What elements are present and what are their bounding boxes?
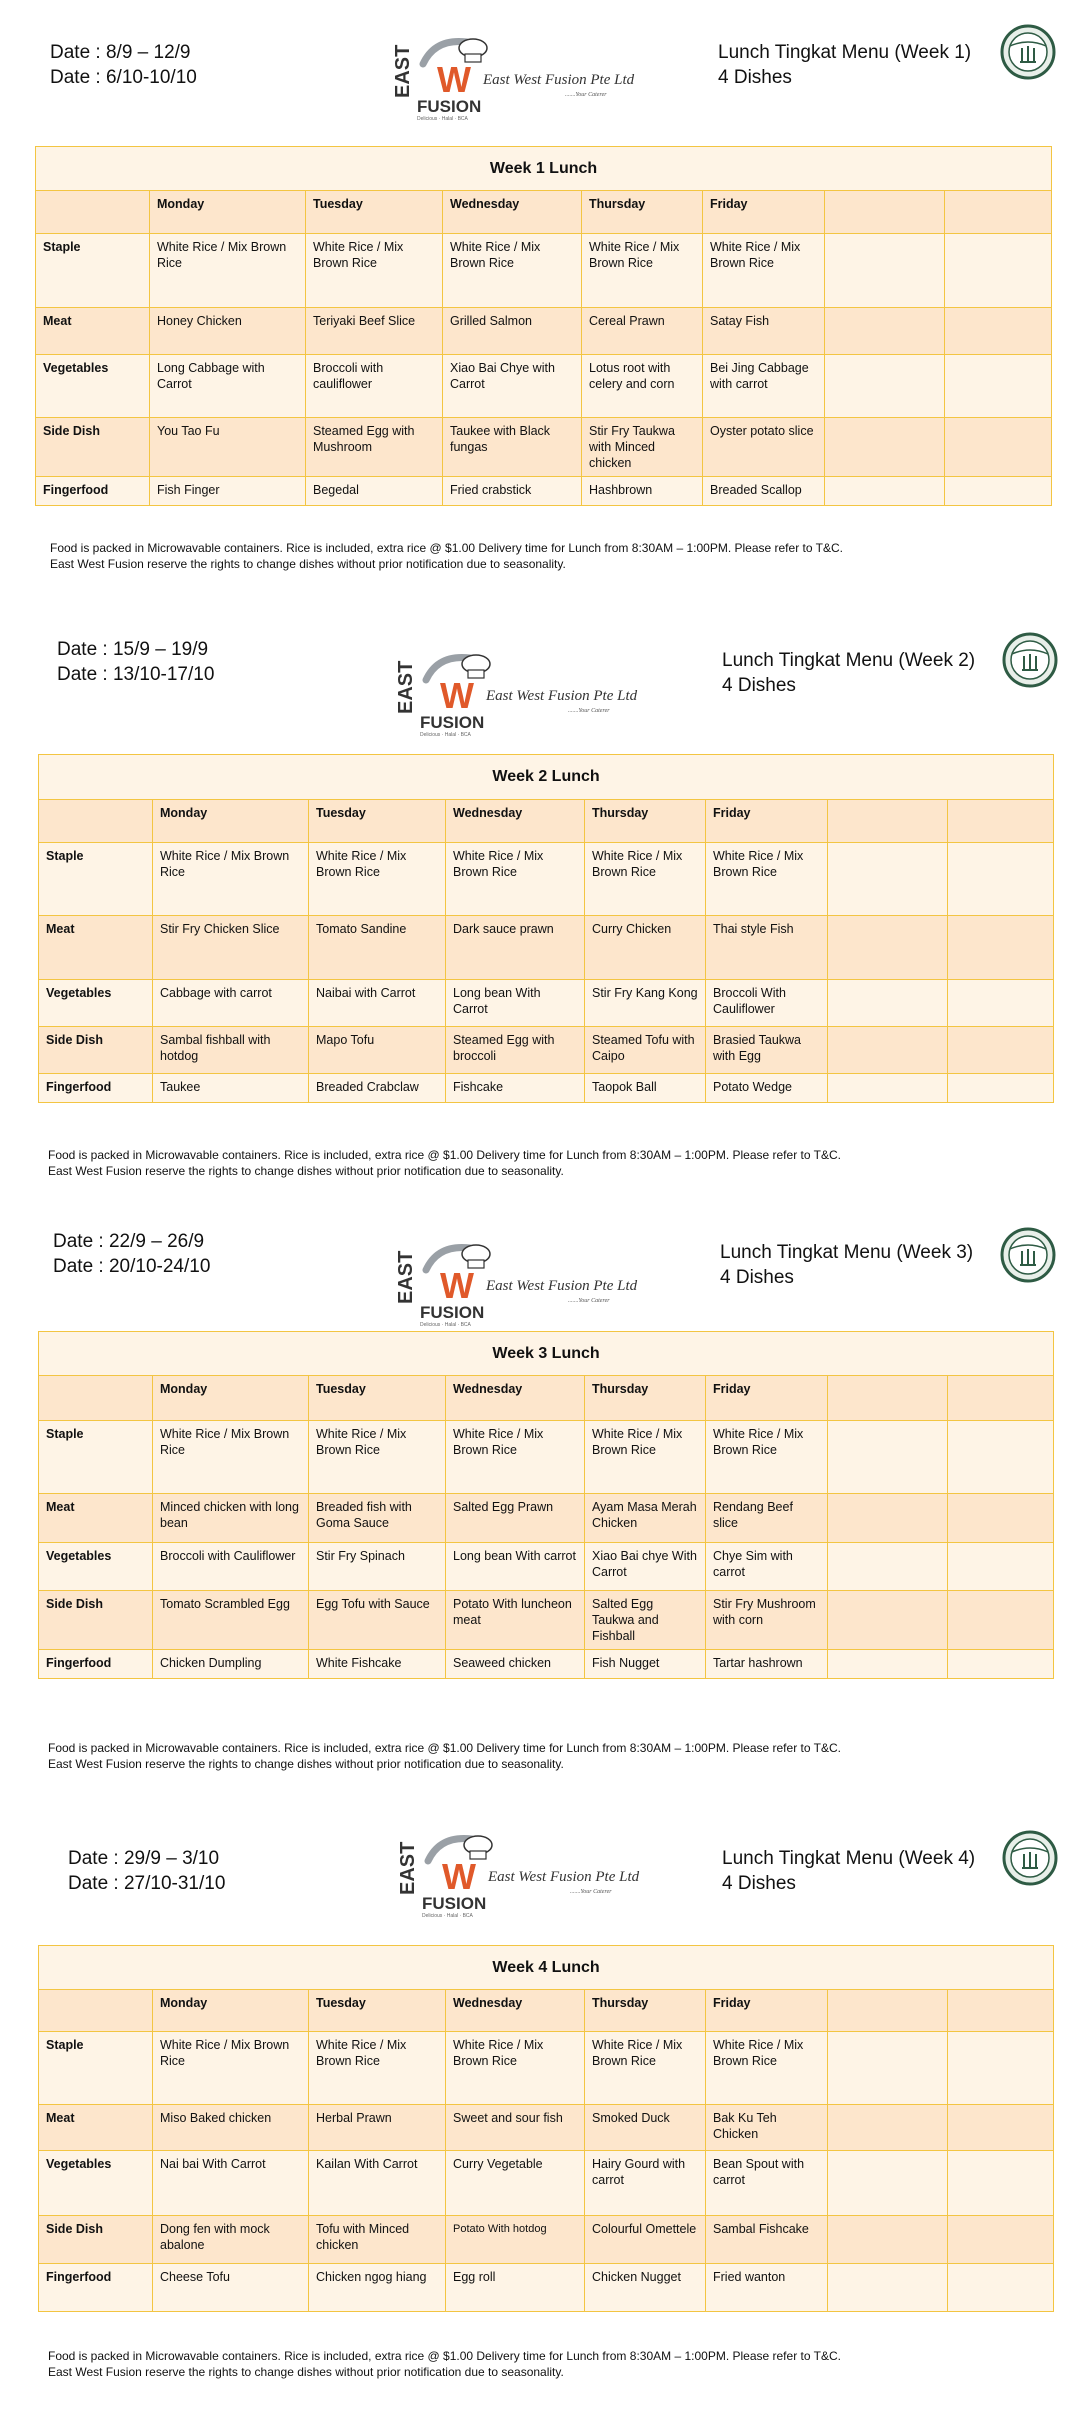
empty-cell: [828, 1650, 948, 1679]
row-label: Fingerfood: [39, 2264, 153, 2312]
dish-cell: Fried crabstick: [443, 477, 582, 506]
dish-cell: Broccoli with Cauliflower: [153, 1543, 309, 1591]
dish-cell: Salted Egg Prawn: [446, 1494, 585, 1543]
menu-title: [722, 1846, 975, 1896]
day-header: Wednesday: [446, 1990, 585, 2032]
dish-cell: Cabbage with carrot: [153, 980, 309, 1027]
dish-cell: Rendang Beef slice: [706, 1494, 828, 1543]
empty-cell: [945, 418, 1052, 477]
header-corner: [39, 1376, 153, 1421]
table-row: [39, 1543, 1054, 1591]
table-row: [39, 2216, 1054, 2264]
dish-cell: White Rice / Mix Brown Rice: [582, 234, 703, 308]
svg-text:Delicious · Halal · BCA: Delicious · Halal · BCA: [417, 116, 468, 122]
dish-cell: Ayam Masa Merah Chicken: [585, 1494, 706, 1543]
svg-text:W: W: [442, 1856, 476, 1897]
empty-header-cell: [948, 1376, 1054, 1421]
row-label: Vegetables: [39, 980, 153, 1027]
delivery-note: Food is packed in Microwavable containers. Rice is included, extra rice @ $1.00 Delivery time for Lunch from 8:30AM – 1:00PM. Please refer to T&C.: [50, 541, 843, 555]
row-label: Vegetables: [39, 1543, 153, 1591]
dish-cell: Stir Fry Taukwa with Minced chicken: [582, 418, 703, 477]
dish-cell: You Tao Fu: [150, 418, 306, 477]
dish-cell: Brasied Taukwa with Egg: [706, 1027, 828, 1074]
dish-cell: White Rice / Mix Brown Rice: [706, 2032, 828, 2105]
row-label: Staple: [36, 234, 150, 308]
svg-text:FUSION: FUSION: [422, 1894, 487, 1913]
terms-note: [48, 2348, 841, 2380]
empty-cell: [948, 2216, 1054, 2264]
dish-cell: Tomato Scrambled Egg: [153, 1591, 309, 1650]
dish-cell: Fish Finger: [150, 477, 306, 506]
dish-cell: Egg roll: [446, 2264, 585, 2312]
dish-cell: Chicken Nugget: [585, 2264, 706, 2312]
empty-cell: [945, 308, 1052, 355]
day-header-row: [39, 1376, 1054, 1421]
row-label: Meat: [39, 916, 153, 980]
svg-text:.......Your Caterer: .......Your Caterer: [568, 1298, 610, 1304]
dish-cell: Naibai with Carrot: [309, 980, 446, 1027]
empty-cell: [828, 2105, 948, 2151]
row-label: Meat: [39, 1494, 153, 1543]
svg-text:FUSION: FUSION: [420, 1303, 485, 1322]
header-corner: [39, 800, 153, 843]
svg-text:W: W: [440, 1265, 474, 1306]
row-label: Staple: [39, 1421, 153, 1494]
empty-cell: [828, 1591, 948, 1650]
empty-cell: [828, 2032, 948, 2105]
date-range-secondary: Date : 20/10-24/10: [53, 1256, 211, 1277]
empty-cell: [948, 2151, 1054, 2216]
menu-title: [718, 40, 971, 90]
date-range-primary: Date : 29/9 – 3/10: [68, 1848, 220, 1869]
svg-text:Delicious · Halal · BCA: Delicious · Halal · BCA: [420, 1322, 471, 1328]
row-label: Meat: [36, 308, 150, 355]
dish-cell: Chye Sim with carrot: [706, 1543, 828, 1591]
dish-cell: Steamed Tofu with Caipo: [585, 1027, 706, 1074]
empty-cell: [948, 1591, 1054, 1650]
table-title: Week 4 Lunch: [39, 1946, 1054, 1990]
dish-cell: Miso Baked chicken: [153, 2105, 309, 2151]
table-row: [39, 916, 1054, 980]
empty-cell: [825, 477, 945, 506]
dish-cell: White Rice / Mix Brown Rice: [706, 1421, 828, 1494]
terms-note: [48, 1740, 841, 1772]
dish-cell: Long Cabbage with Carrot: [150, 355, 306, 418]
row-label: Fingerfood: [39, 1650, 153, 1679]
dish-cell: Teriyaki Beef Slice: [306, 308, 443, 355]
day-header-row: [39, 1990, 1054, 2032]
svg-text:East West Fusion Pte Ltd: East West Fusion Pte Ltd: [483, 72, 635, 88]
empty-cell: [948, 2032, 1054, 2105]
empty-header-cell: [825, 191, 945, 234]
dish-cell: Oyster potato slice: [703, 418, 825, 477]
table-row: [36, 308, 1052, 355]
weekly-lunch-table: [35, 146, 1052, 506]
day-header: Monday: [153, 800, 309, 843]
empty-cell: [825, 308, 945, 355]
dish-cell: Steamed Egg with broccoli: [446, 1027, 585, 1074]
day-header-row: [39, 800, 1054, 843]
dish-cell: White Rice / Mix Brown Rice: [446, 1421, 585, 1494]
table-title: Week 2 Lunch: [39, 755, 1054, 800]
empty-cell: [945, 234, 1052, 308]
halal-certification-icon: [1000, 1227, 1056, 1283]
date-range-secondary: Date : 27/10-31/10: [68, 1873, 226, 1894]
dish-cell: White Rice / Mix Brown Rice: [309, 2032, 446, 2105]
table-row: [39, 2151, 1054, 2216]
dish-count: 4 Dishes: [720, 1267, 794, 1288]
dish-cell: Sweet and sour fish: [446, 2105, 585, 2151]
svg-text:W: W: [440, 675, 474, 716]
date-range-primary: Date : 22/9 – 26/9: [53, 1231, 205, 1252]
dish-cell: White Rice / Mix Brown Rice: [446, 2032, 585, 2105]
empty-cell: [828, 1494, 948, 1543]
svg-text:Delicious · Halal · BCA: Delicious · Halal · BCA: [420, 732, 471, 738]
dish-cell: Grilled Salmon: [443, 308, 582, 355]
empty-cell: [948, 980, 1054, 1027]
table-title-row: [39, 1332, 1054, 1376]
empty-cell: [825, 355, 945, 418]
day-header: Wednesday: [446, 1376, 585, 1421]
table-row: [39, 2105, 1054, 2151]
svg-text:East West Fusion Pte Ltd: East West Fusion Pte Ltd: [488, 1869, 640, 1885]
day-header: Wednesday: [443, 191, 582, 234]
empty-cell: [828, 916, 948, 980]
menu-title: [720, 1240, 973, 1290]
seasonality-note: East West Fusion reserve the rights to change dishes without prior notification due to seasonality.: [50, 557, 566, 571]
halal-certification-icon: [1000, 24, 1056, 80]
day-header: Tuesday: [309, 1376, 446, 1421]
row-label: Fingerfood: [36, 477, 150, 506]
halal-certification-icon: [1002, 632, 1058, 688]
empty-header-cell: [828, 1376, 948, 1421]
empty-cell: [948, 1074, 1054, 1103]
header-corner: [36, 191, 150, 234]
day-header: Monday: [153, 1376, 309, 1421]
table-row: [39, 1421, 1054, 1494]
row-label: Meat: [39, 2105, 153, 2151]
dish-count: 4 Dishes: [722, 675, 796, 696]
table-row: [39, 1591, 1054, 1650]
empty-cell: [948, 1494, 1054, 1543]
dish-count: 4 Dishes: [718, 67, 792, 88]
row-label: Staple: [39, 843, 153, 916]
dish-cell: Dong fen with mock abalone: [153, 2216, 309, 2264]
dish-cell: Broccoli With Cauliflower: [706, 980, 828, 1027]
dish-cell: White Rice / Mix Brown Rice: [153, 2032, 309, 2105]
day-header: Wednesday: [446, 800, 585, 843]
menu-title: [722, 648, 975, 698]
dish-cell: Hairy Gourd with carrot: [585, 2151, 706, 2216]
empty-cell: [945, 355, 1052, 418]
dish-cell: Xiao Bai chye With Carrot: [585, 1543, 706, 1591]
day-header: Monday: [153, 1990, 309, 2032]
east-west-fusion-logo: [392, 34, 635, 122]
empty-cell: [825, 234, 945, 308]
svg-text:Delicious · Halal · BCA: Delicious · Halal · BCA: [422, 1913, 473, 1919]
empty-header-cell: [948, 1990, 1054, 2032]
dish-cell: White Rice / Mix Brown Rice: [153, 843, 309, 916]
svg-text:W: W: [437, 59, 471, 100]
dish-cell: Satay Fish: [703, 308, 825, 355]
date-range-primary: Date : 15/9 – 19/9: [57, 639, 209, 660]
table-title: Week 3 Lunch: [39, 1332, 1054, 1376]
dish-cell: Minced chicken with long bean: [153, 1494, 309, 1543]
dish-cell: Stir Fry Mushroom with corn: [706, 1591, 828, 1650]
dish-cell: Sambal Fishcake: [706, 2216, 828, 2264]
dish-cell: Fish Nugget: [585, 1650, 706, 1679]
seasonality-note: East West Fusion reserve the rights to change dishes without prior notification due to seasonality.: [48, 1164, 564, 1178]
empty-cell: [948, 2105, 1054, 2151]
dish-cell: Mapo Tofu: [309, 1027, 446, 1074]
delivery-note: Food is packed in Microwavable containers. Rice is included, extra rice @ $1.00 Delivery time for Lunch from 8:30AM – 1:00PM. Please refer to T&C.: [48, 1148, 841, 1162]
dish-cell: Potato With luncheon meat: [446, 1591, 585, 1650]
delivery-note: Food is packed in Microwavable containers. Rice is included, extra rice @ $1.00 Delivery time for Lunch from 8:30AM – 1:00PM. Please refer to T&C.: [48, 1741, 841, 1755]
empty-cell: [828, 1027, 948, 1074]
empty-header-cell: [945, 191, 1052, 234]
day-header: Tuesday: [309, 800, 446, 843]
svg-text:.......Your Caterer: .......Your Caterer: [568, 708, 610, 714]
svg-text:East West Fusion Pte Ltd: East West Fusion Pte Ltd: [486, 1278, 638, 1294]
seasonality-note: East West Fusion reserve the rights to change dishes without prior notification due to seasonality.: [48, 2365, 564, 2379]
dish-cell: Taopok Ball: [585, 1074, 706, 1103]
table-row: [39, 2264, 1054, 2312]
dish-cell: Long bean With Carrot: [446, 980, 585, 1027]
day-header: Thursday: [585, 800, 706, 843]
halal-certification-icon: [1002, 1830, 1058, 1886]
table-row: [36, 234, 1052, 308]
dish-cell: Bei Jing Cabbage with carrot: [703, 355, 825, 418]
menu-title-week: Lunch Tingkat Menu (Week 2): [722, 650, 976, 671]
week-dates: [57, 637, 214, 687]
dish-cell: Potato With hotdog: [446, 2216, 585, 2264]
dish-cell: Cereal Prawn: [582, 308, 703, 355]
dish-cell: Bean Spout with carrot: [706, 2151, 828, 2216]
empty-cell: [825, 418, 945, 477]
svg-text:East West Fusion Pte Ltd: East West Fusion Pte Ltd: [486, 688, 638, 704]
date-range-primary: Date : 8/9 – 12/9: [50, 42, 191, 63]
table-row: [39, 980, 1054, 1027]
dish-cell: White Rice / Mix Brown Rice: [306, 234, 443, 308]
table-row: [39, 1494, 1054, 1543]
table-row: [39, 1074, 1054, 1103]
dish-cell: Chicken Dumpling: [153, 1650, 309, 1679]
dish-cell: Colourful Omettele: [585, 2216, 706, 2264]
dish-cell: Chicken ngog hiang: [309, 2264, 446, 2312]
dish-cell: White Rice / Mix Brown Rice: [585, 2032, 706, 2105]
svg-text:EAST: EAST: [397, 1841, 419, 1895]
dish-cell: Curry Vegetable: [446, 2151, 585, 2216]
day-header: Thursday: [582, 191, 703, 234]
dish-cell: Breaded fish with Goma Sauce: [309, 1494, 446, 1543]
row-label: Side Dish: [39, 1027, 153, 1074]
row-label: Side Dish: [39, 1591, 153, 1650]
empty-cell: [948, 2264, 1054, 2312]
dish-cell: White Rice / Mix Brown Rice: [443, 234, 582, 308]
menu-title-week: Lunch Tingkat Menu (Week 1): [718, 42, 972, 63]
east-west-fusion-logo: [395, 650, 638, 738]
dish-cell: Tartar hashrown: [706, 1650, 828, 1679]
seasonality-note: East West Fusion reserve the rights to change dishes without prior notification due to seasonality.: [48, 1757, 564, 1771]
empty-cell: [828, 2264, 948, 2312]
weekly-lunch-table: [38, 754, 1054, 1103]
dish-cell: White Rice / Mix Brown Rice: [309, 843, 446, 916]
dish-count: 4 Dishes: [722, 1873, 796, 1894]
table-title-row: [39, 1946, 1054, 1990]
dish-cell: White Rice / Mix Brown Rice: [446, 843, 585, 916]
dish-cell: Stir Fry Spinach: [309, 1543, 446, 1591]
dish-cell: Fishcake: [446, 1074, 585, 1103]
date-range-secondary: Date : 6/10-10/10: [50, 67, 197, 88]
table-title-row: [39, 755, 1054, 800]
row-label: Side Dish: [36, 418, 150, 477]
day-header: Friday: [706, 1376, 828, 1421]
dish-cell: Fried wanton: [706, 2264, 828, 2312]
dish-cell: Lotus root with celery and corn: [582, 355, 703, 418]
dish-cell: Xiao Bai Chye with Carrot: [443, 355, 582, 418]
east-west-fusion-logo: [397, 1831, 640, 1919]
terms-note: [48, 1147, 841, 1179]
dish-cell: Long bean With carrot: [446, 1543, 585, 1591]
day-header: Thursday: [585, 1990, 706, 2032]
dish-cell: Stir Fry Chicken Slice: [153, 916, 309, 980]
dish-cell: Cheese Tofu: [153, 2264, 309, 2312]
dish-cell: Seaweed chicken: [446, 1650, 585, 1679]
day-header: Tuesday: [306, 191, 443, 234]
table-title-row: [36, 147, 1052, 191]
svg-text:.......Your Caterer: .......Your Caterer: [570, 1889, 612, 1895]
day-header: Thursday: [585, 1376, 706, 1421]
dish-cell: White Rice / Mix Brown Rice: [309, 1421, 446, 1494]
weekly-lunch-table: [38, 1945, 1054, 2312]
empty-cell: [828, 2216, 948, 2264]
empty-cell: [948, 1650, 1054, 1679]
dish-cell: Taukee with Black fungas: [443, 418, 582, 477]
row-label: Staple: [39, 2032, 153, 2105]
dish-cell: Nai bai With Carrot: [153, 2151, 309, 2216]
row-label: Vegetables: [36, 355, 150, 418]
east-west-fusion-logo: [395, 1240, 638, 1328]
empty-cell: [948, 1421, 1054, 1494]
week-dates: [68, 1846, 225, 1896]
svg-text:FUSION: FUSION: [420, 713, 485, 732]
terms-note: [50, 540, 843, 572]
table-row: [39, 1027, 1054, 1074]
dish-cell: Breaded Scallop: [703, 477, 825, 506]
dish-cell: Salted Egg Taukwa and Fishball: [585, 1591, 706, 1650]
header-corner: [39, 1990, 153, 2032]
table-row: [39, 843, 1054, 916]
table-row: [39, 1650, 1054, 1679]
dish-cell: White Rice / Mix Brown Rice: [150, 234, 306, 308]
dish-cell: Thai style Fish: [706, 916, 828, 980]
table-row: [39, 2032, 1054, 2105]
empty-cell: [828, 1543, 948, 1591]
empty-cell: [828, 980, 948, 1027]
week-dates: [53, 1229, 210, 1279]
dish-cell: White Rice / Mix Brown Rice: [585, 843, 706, 916]
dish-cell: Tomato Sandine: [309, 916, 446, 980]
dish-cell: Smoked Duck: [585, 2105, 706, 2151]
dish-cell: Bak Ku Teh Chicken: [706, 2105, 828, 2151]
table-row: [36, 477, 1052, 506]
table-title: Week 1 Lunch: [36, 147, 1052, 191]
dish-cell: Broccoli with cauliflower: [306, 355, 443, 418]
svg-text:.......Your Caterer: .......Your Caterer: [565, 92, 607, 98]
empty-header-cell: [828, 800, 948, 843]
dish-cell: Breaded Crabclaw: [309, 1074, 446, 1103]
dish-cell: White Rice / Mix Brown Rice: [703, 234, 825, 308]
day-header: Tuesday: [309, 1990, 446, 2032]
dish-cell: Potato Wedge: [706, 1074, 828, 1103]
empty-header-cell: [828, 1990, 948, 2032]
day-header: Friday: [703, 191, 825, 234]
day-header-row: [36, 191, 1052, 234]
empty-cell: [828, 843, 948, 916]
empty-cell: [948, 1027, 1054, 1074]
table-row: [36, 418, 1052, 477]
week-dates: [50, 40, 197, 90]
dish-cell: White Fishcake: [309, 1650, 446, 1679]
empty-cell: [945, 477, 1052, 506]
empty-cell: [948, 1543, 1054, 1591]
date-range-secondary: Date : 13/10-17/10: [57, 664, 215, 685]
dish-cell: Hashbrown: [582, 477, 703, 506]
row-label: Fingerfood: [39, 1074, 153, 1103]
dish-cell: Herbal Prawn: [309, 2105, 446, 2151]
dish-cell: White Rice / Mix Brown Rice: [585, 1421, 706, 1494]
dish-cell: Curry Chicken: [585, 916, 706, 980]
svg-text:EAST: EAST: [392, 44, 414, 98]
svg-text:FUSION: FUSION: [417, 97, 482, 116]
dish-cell: Steamed Egg with Mushroom: [306, 418, 443, 477]
svg-text:EAST: EAST: [395, 1250, 417, 1304]
empty-cell: [828, 1421, 948, 1494]
dish-cell: Begedal: [306, 477, 443, 506]
dish-cell: Kailan With Carrot: [309, 2151, 446, 2216]
empty-cell: [948, 843, 1054, 916]
day-header: Friday: [706, 1990, 828, 2032]
menu-title-week: Lunch Tingkat Menu (Week 4): [722, 1848, 976, 1869]
svg-text:EAST: EAST: [395, 660, 417, 714]
dish-cell: Sambal fishball with hotdog: [153, 1027, 309, 1074]
menu-title-week: Lunch Tingkat Menu (Week 3): [720, 1242, 974, 1263]
dish-cell: White Rice / Mix Brown Rice: [153, 1421, 309, 1494]
dish-cell: White Rice / Mix Brown Rice: [706, 843, 828, 916]
dish-cell: Honey Chicken: [150, 308, 306, 355]
empty-cell: [828, 1074, 948, 1103]
empty-cell: [948, 916, 1054, 980]
day-header: Friday: [706, 800, 828, 843]
day-header: Monday: [150, 191, 306, 234]
empty-cell: [828, 2151, 948, 2216]
dish-cell: Dark sauce prawn: [446, 916, 585, 980]
dish-cell: Stir Fry Kang Kong: [585, 980, 706, 1027]
weekly-lunch-table: [38, 1331, 1054, 1679]
dish-cell: Tofu with Minced chicken: [309, 2216, 446, 2264]
dish-cell: Taukee: [153, 1074, 309, 1103]
delivery-note: Food is packed in Microwavable containers. Rice is included, extra rice @ $1.00 Delivery time for Lunch from 8:30AM – 1:00PM. Please refer to T&C.: [48, 2349, 841, 2363]
empty-header-cell: [948, 800, 1054, 843]
table-row: [36, 355, 1052, 418]
dish-cell: Egg Tofu with Sauce: [309, 1591, 446, 1650]
row-label: Side Dish: [39, 2216, 153, 2264]
row-label: Vegetables: [39, 2151, 153, 2216]
